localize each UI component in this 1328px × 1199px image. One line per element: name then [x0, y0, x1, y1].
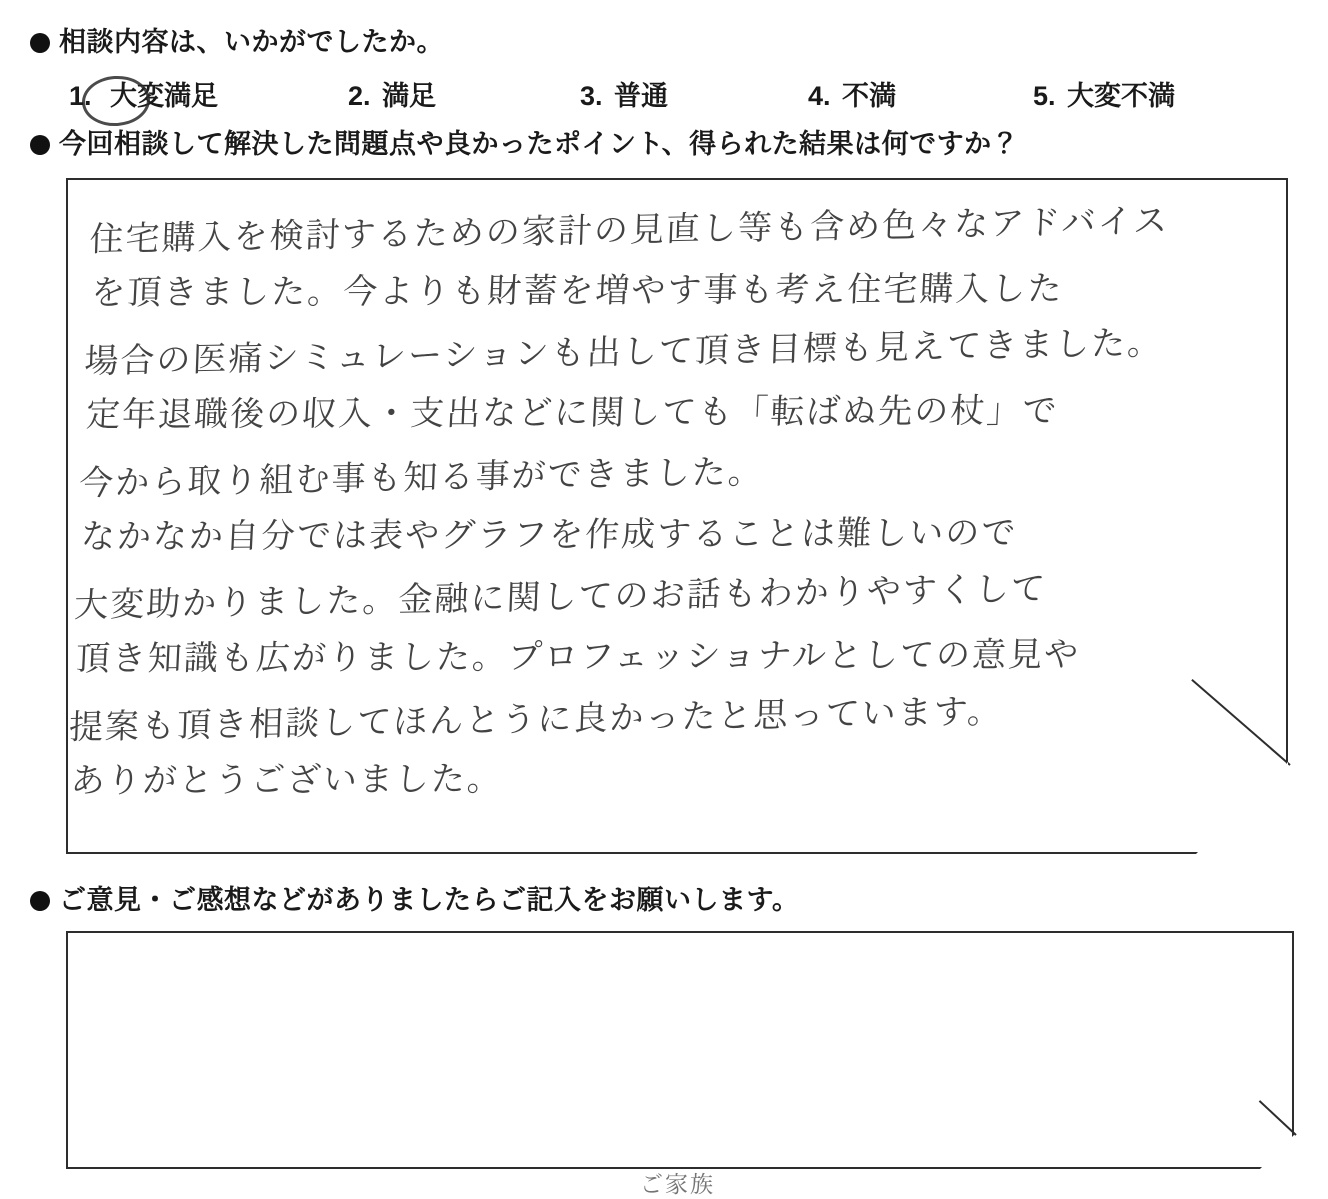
handwritten-line: 提案も頂き相談してほんとうに良かったと思っています。 — [68, 691, 1004, 748]
handwritten-line: なかなか自分では表やグラフを作成することは難しいので — [80, 512, 1019, 557]
rating-option-3-label: 普通 — [614, 80, 669, 111]
handwritten-line: を頂きました。今よりも財蓄を増やす事も考え住宅購入した — [90, 268, 1065, 313]
rating-option-5-number: 5. — [1033, 80, 1056, 111]
bullet-icon — [30, 135, 50, 155]
handwritten-line: 頂き知識も広がりました。プロフェッショナルとしての意見や — [74, 634, 1082, 679]
rating-option-1-label: 大変満足 — [110, 80, 219, 111]
rating-option-4[interactable] — [808, 74, 896, 113]
rating-choices — [48, 68, 1288, 122]
question-3-label: ご意見・ご感想などがありましたらご記入をお願いします。 — [59, 884, 800, 915]
handwritten-line: ありがとうございました。 — [69, 758, 504, 801]
rating-option-5-label: 大変不満 — [1067, 80, 1176, 111]
rating-option-1[interactable] — [64, 74, 218, 114]
folded-corner-line — [1259, 1100, 1297, 1136]
question-1-label: 相談内容は、いかがでしたか。 — [59, 27, 444, 57]
bullet-icon — [30, 891, 50, 911]
handwritten-line: 場合の医痛シミュレーションも出して頂き目標も見えてきました。 — [83, 322, 1164, 382]
bullet-icon — [30, 33, 50, 53]
handwritten-line: 今から取り組む事も知る事ができました。 — [78, 451, 765, 504]
folded-corner-icon — [1196, 762, 1288, 854]
question-3-row — [30, 884, 1288, 918]
question-2-row — [30, 128, 1288, 162]
question-2-label: 今回相談して解決した問題点や良かったポイント、得られた結果は何ですか？ — [59, 128, 1020, 159]
rating-option-3[interactable] — [580, 74, 668, 113]
rating-option-2-label: 満足 — [382, 80, 437, 111]
handwritten-line: 住宅購入を検討するための家計の見直し等も含め色々なアドバイス — [88, 200, 1171, 260]
rating-option-4-label: 不満 — [842, 80, 897, 111]
rating-option-1-number: 1. — [69, 80, 92, 111]
handwritten-line: 定年退職後の収入・支出などに関しても「転ばぬ先の杖」で — [85, 390, 1060, 435]
rating-option-5[interactable] — [1033, 74, 1175, 113]
rating-option-2[interactable] — [348, 74, 436, 113]
rating-option-4-number: 4. — [808, 80, 831, 111]
rating-option-3-number: 3. — [580, 80, 603, 111]
rating-option-2-number: 2. — [348, 80, 371, 111]
footer-fragment: ご家族 — [640, 1171, 715, 1197]
handwritten-answer-box[interactable] — [66, 178, 1288, 854]
folded-corner-icon — [1260, 1135, 1294, 1169]
handwritten-answer-text — [41, 167, 1286, 816]
comment-box[interactable] — [66, 931, 1294, 1169]
question-1-row — [30, 26, 1288, 60]
handwritten-line: 大変助かりました。金融に関してのお話もわかりやすくして — [73, 568, 1048, 626]
